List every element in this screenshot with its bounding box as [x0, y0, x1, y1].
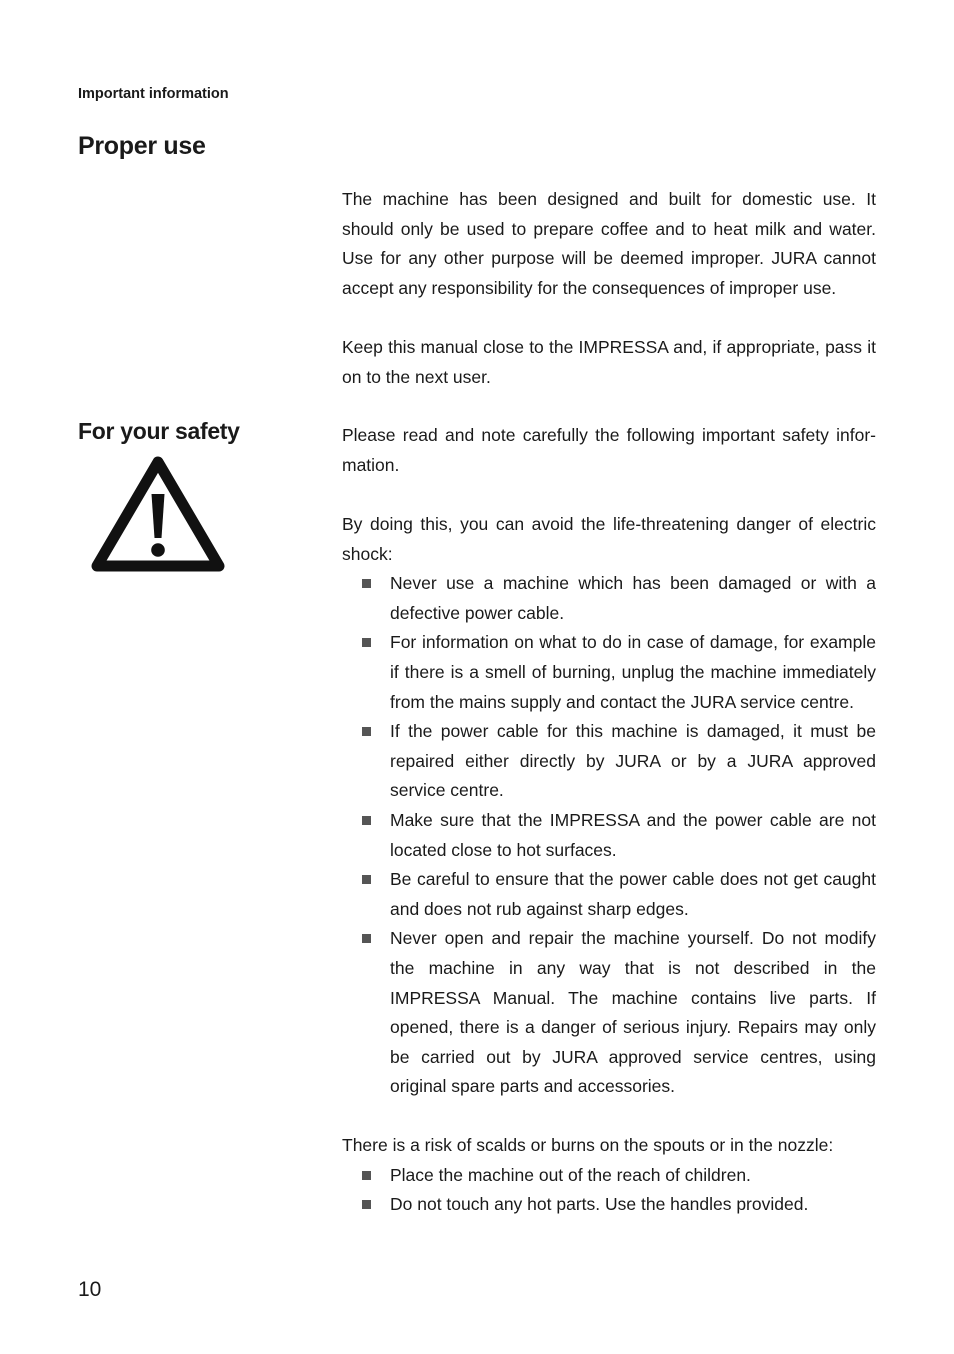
list-item-text: Never open and repair the machine yourself. Do not modify the machine in any way that is not described in the IMPRESSA Manual. The machine contains live parts. If opened, there is a danger of serious injury. Repairs may only be carried out by JURA approved service centres, using original spare parts and accessories. — [390, 928, 876, 1097]
paragraph-text: Please read and note carefully the following important safety infor-mation. — [342, 425, 876, 475]
list-item-text: If the power cable for this machine is damaged, it must be repaired either directly by JURA or by a JURA approved service centre. — [390, 721, 876, 801]
list-item-text: Be careful to ensure that the power cable does not get caught and does not rub against sharp edges. — [390, 869, 876, 919]
proper-use-paragraph-1 — [342, 185, 876, 303]
bullet-square-icon — [362, 816, 371, 825]
paragraph-text: The machine has been designed and built for domestic use. It should only be used to prepare coffee and to heat milk and water. Use for any other purpose will be deemed improper. JURA cannot accept any responsibility for the consequences of improper use. — [342, 189, 876, 298]
running-head: Important information — [78, 86, 229, 102]
list-item — [342, 865, 876, 924]
section-heading-safety: For your safety — [78, 418, 240, 444]
bullet-square-icon — [362, 875, 371, 884]
scald-intro: There is a risk of scalds or burns on the spouts or in the nozzle: — [342, 1135, 834, 1155]
list-item — [342, 569, 876, 628]
list-item — [342, 717, 876, 806]
bullet-square-icon — [362, 934, 371, 943]
list-item-text: For information on what to do in case of damage, for example if there is a smell of burning, unplug the machine immediately from the mains supply and contact the JURA service centre. — [390, 632, 876, 712]
list-item — [342, 806, 876, 865]
list-item-text: Make sure that the IMPRESSA and the power cable are not located close to hot surfaces. — [390, 809, 876, 860]
bullet-square-icon — [362, 1200, 371, 1209]
bullet-square-icon — [362, 727, 371, 736]
list-item — [342, 1190, 876, 1220]
bullet-square-icon — [362, 638, 371, 647]
list-item — [342, 1161, 876, 1191]
section-heading-proper-use: Proper use — [78, 132, 206, 160]
scald-section — [342, 1131, 876, 1220]
warning-triangle-icon — [91, 456, 225, 574]
list-item-text: Place the machine out of the reach of children. — [390, 1164, 751, 1185]
bullet-square-icon — [362, 579, 371, 588]
safety-intro — [342, 421, 876, 480]
proper-use-paragraph-2 — [342, 333, 876, 392]
electric-shock-intro: By doing this, you can avoid the life-threatening danger of electric shock: — [342, 514, 876, 564]
list-item — [342, 628, 876, 717]
electric-shock-section — [342, 510, 876, 1102]
list-item-text: Never use a machine which has been damaged or with a defective power cable. — [390, 573, 876, 623]
bullet-square-icon — [362, 1171, 371, 1180]
electric-shock-list — [342, 569, 876, 1102]
list-item-text: Do not touch any hot parts. Use the handles provided. — [390, 1194, 809, 1215]
scald-list — [342, 1161, 876, 1220]
page-number: 10 — [78, 1278, 102, 1301]
list-item — [342, 924, 876, 1102]
paragraph-text: Keep this manual close to the IMPRESSA and, if appropriate, pass it on to the next user. — [342, 337, 876, 387]
